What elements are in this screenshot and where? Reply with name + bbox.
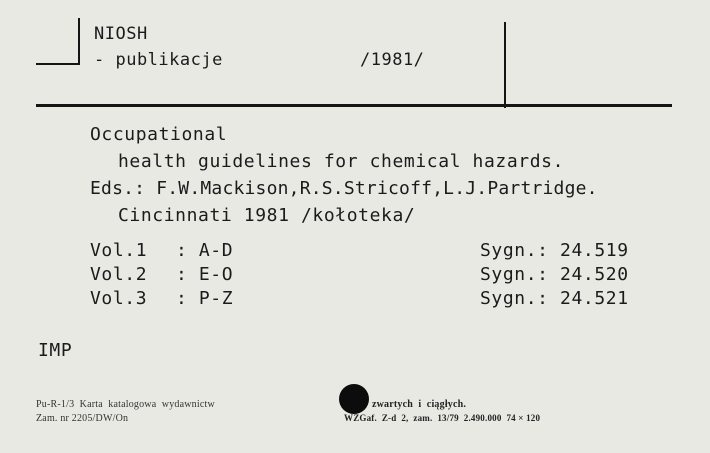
- entry-editors: Eds.: F.W.Mackison,R.S.Stricoff,L.J.Partridge.: [90, 178, 598, 199]
- volume-row-range: : E-O: [176, 264, 234, 285]
- footer-form-type: zwartych i ciągłych.: [372, 399, 467, 410]
- entry-imprint: Cincinnati 1981 /kołoteka/: [118, 205, 416, 226]
- footer-printer: WZGaf. Z-d 2, zam. 13/79 2.490.000 74 × 120: [344, 413, 541, 423]
- volume-row-range: : A-D: [176, 240, 234, 261]
- header-right-divider: [504, 22, 506, 108]
- header-series: - publikacje: [94, 50, 223, 70]
- header-org: NIOSH: [94, 24, 148, 44]
- volume-row-range: : P-Z: [176, 288, 234, 309]
- entry-title-line2: health guidelines for chemical hazards.: [118, 151, 565, 172]
- imp-mark: IMP: [38, 340, 73, 361]
- volume-row-vol: Vol.2: [90, 264, 148, 285]
- footer-order-no: Zam. nr 2205/DW/On: [36, 413, 129, 424]
- volume-row-vol: Vol.3: [90, 288, 148, 309]
- footer-form-id: Pu-R-1/3 Karta katalogowa wydawnictw: [36, 399, 215, 410]
- volume-row-sygn: Sygn.: 24.519: [480, 240, 629, 261]
- volume-row-sygn: Sygn.: 24.520: [480, 264, 629, 285]
- volume-row-vol: Vol.1: [90, 240, 148, 261]
- volume-row-sygn: Sygn.: 24.521: [480, 288, 629, 309]
- header-left-bracket: [78, 18, 80, 64]
- header-underline: [36, 104, 672, 107]
- header-left-tick: [36, 63, 80, 65]
- entry-title-line1: Occupational: [90, 124, 228, 145]
- punch-hole: [339, 384, 369, 414]
- header-year: /1981/: [360, 50, 425, 70]
